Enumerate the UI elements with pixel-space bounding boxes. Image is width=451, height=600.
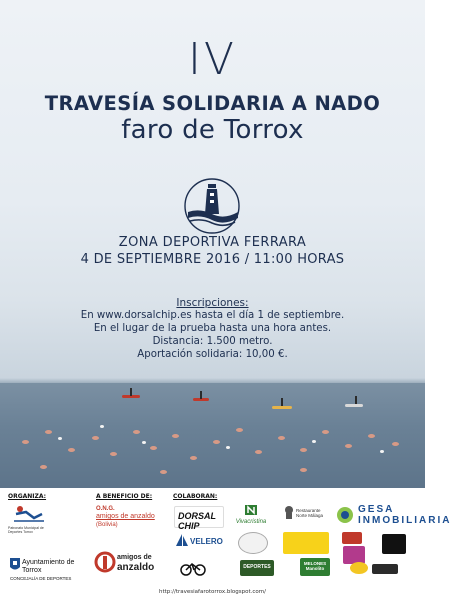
- ayuntamiento-name: Ayuntamiento de Torrox: [22, 559, 75, 574]
- inscriptions-title: Inscripciones:: [176, 297, 249, 309]
- swim-cap: [380, 450, 384, 453]
- sponsor-red-logo: [342, 532, 362, 544]
- paddler: [355, 396, 357, 404]
- edition-number: IV: [187, 34, 238, 85]
- swimmer: [22, 440, 29, 444]
- amigos-logo-word1: amigos de: [117, 554, 152, 561]
- dorsal-chip-text: DORSAL CHIP: [178, 511, 216, 531]
- vivacristina-text: Vivacristina: [235, 519, 267, 525]
- inscriptions-line: En www.dorsalchip.es hasta el día 1 de septiembre.: [80, 310, 345, 321]
- blog-url[interactable]: http://travesiafarotorrox.blogspot.com/: [159, 589, 266, 595]
- ong-location: (Bolivia): [96, 522, 118, 528]
- sponsor-dark-logo: [372, 564, 398, 574]
- swimmer: [392, 442, 399, 446]
- swimmer: [368, 434, 375, 438]
- kayak: [345, 404, 363, 407]
- venue: ZONA DEPORTIVA FERRARA: [118, 235, 307, 250]
- swimmer: [40, 465, 47, 469]
- velero-logo: [176, 534, 232, 550]
- swimmer: [92, 436, 99, 440]
- gesa-logo: [336, 504, 451, 526]
- swimmer: [110, 452, 117, 456]
- swimmer: [133, 430, 140, 434]
- swimmer: [160, 470, 167, 474]
- swimmer: [236, 428, 243, 432]
- paddler: [130, 388, 132, 396]
- deportes-logo: [240, 560, 274, 576]
- inscriptions-line: En el lugar de la prueba hasta una hora antes.: [93, 323, 332, 334]
- ong-label: O.N.G.: [96, 506, 115, 512]
- sponsor-yellow-logo: [283, 532, 329, 554]
- gesa-text: GESA INMOBILIARIA: [358, 504, 451, 526]
- amigos-logo-word2: anzaldo: [117, 562, 155, 573]
- sailboat-icon: [176, 534, 188, 550]
- velero-text: VELERO: [190, 537, 223, 546]
- vivacristina-logo: [232, 504, 270, 528]
- paddler: [281, 398, 283, 406]
- swimmer: [300, 448, 307, 452]
- kayak: [272, 406, 292, 409]
- swim-cap: [226, 446, 230, 449]
- organiza-label: ORGANIZA:: [8, 493, 47, 500]
- lighthouse-icon: [180, 178, 244, 234]
- swimmer: [345, 444, 352, 448]
- paddler: [200, 391, 202, 399]
- restaurante-logo: [282, 504, 330, 528]
- ong-name: amigos de anzaldo: [96, 513, 155, 520]
- event-title: TRAVESÍA SOLIDARIA A NADO: [44, 92, 381, 115]
- chef-hat-icon: [284, 506, 294, 520]
- inscriptions-line: Aportación solidaria: 10,00 €.: [137, 349, 288, 360]
- swimmer: [213, 440, 220, 444]
- inscriptions-line: Distancia: 1.500 metro.: [152, 336, 273, 347]
- swimmer: [255, 450, 262, 454]
- event-subtitle: faro de Torrox: [121, 115, 304, 145]
- gesa-circle-icon: [336, 506, 354, 524]
- patronato-logo-icon: [12, 504, 46, 524]
- colaboran-label: COLABORAN:: [173, 493, 218, 500]
- event-date: 4 DE SEPTIEMBRE 2016 / 11:00 HORAS: [80, 252, 345, 267]
- swimmer: [300, 468, 307, 472]
- sponsor-coin-logo: [350, 562, 368, 574]
- deportes-text: DEPORTES: [243, 564, 271, 570]
- swim-cap: [58, 437, 62, 440]
- swimmer: [45, 430, 52, 434]
- torrox-shield-icon: [10, 558, 20, 572]
- swimmer: [190, 456, 197, 460]
- sponsor-black-logo: [382, 534, 406, 554]
- sponsor-seal-logo: [238, 532, 268, 554]
- leaf-icon: [244, 504, 258, 516]
- bicycle-icon: [180, 560, 206, 576]
- swimmer: [322, 430, 329, 434]
- restaurante-text: Restaurante Norte Málaga: [296, 508, 324, 518]
- sea-photo: [0, 383, 425, 493]
- swimmer: [278, 436, 285, 440]
- amigos-anzaldo-icon: [95, 550, 115, 574]
- sponsor-footer: [0, 488, 451, 600]
- swim-cap: [142, 441, 146, 444]
- swimmer: [150, 446, 157, 450]
- melones-logo: [300, 558, 330, 576]
- concejalia-name: CONCEJALÍA DE DEPORTES: [10, 576, 72, 581]
- patronato-text: Patronato Municipal de Deportes Torrox: [8, 526, 44, 534]
- swimmer: [68, 448, 75, 452]
- swimmer: [172, 434, 179, 438]
- beneficio-label: A BENEFICIO DE:: [96, 493, 153, 500]
- swim-cap: [312, 440, 316, 443]
- dorsal-chip-logo: [174, 506, 224, 531]
- melones-text: MELONES Manolito: [303, 561, 327, 571]
- swim-cap: [100, 425, 104, 428]
